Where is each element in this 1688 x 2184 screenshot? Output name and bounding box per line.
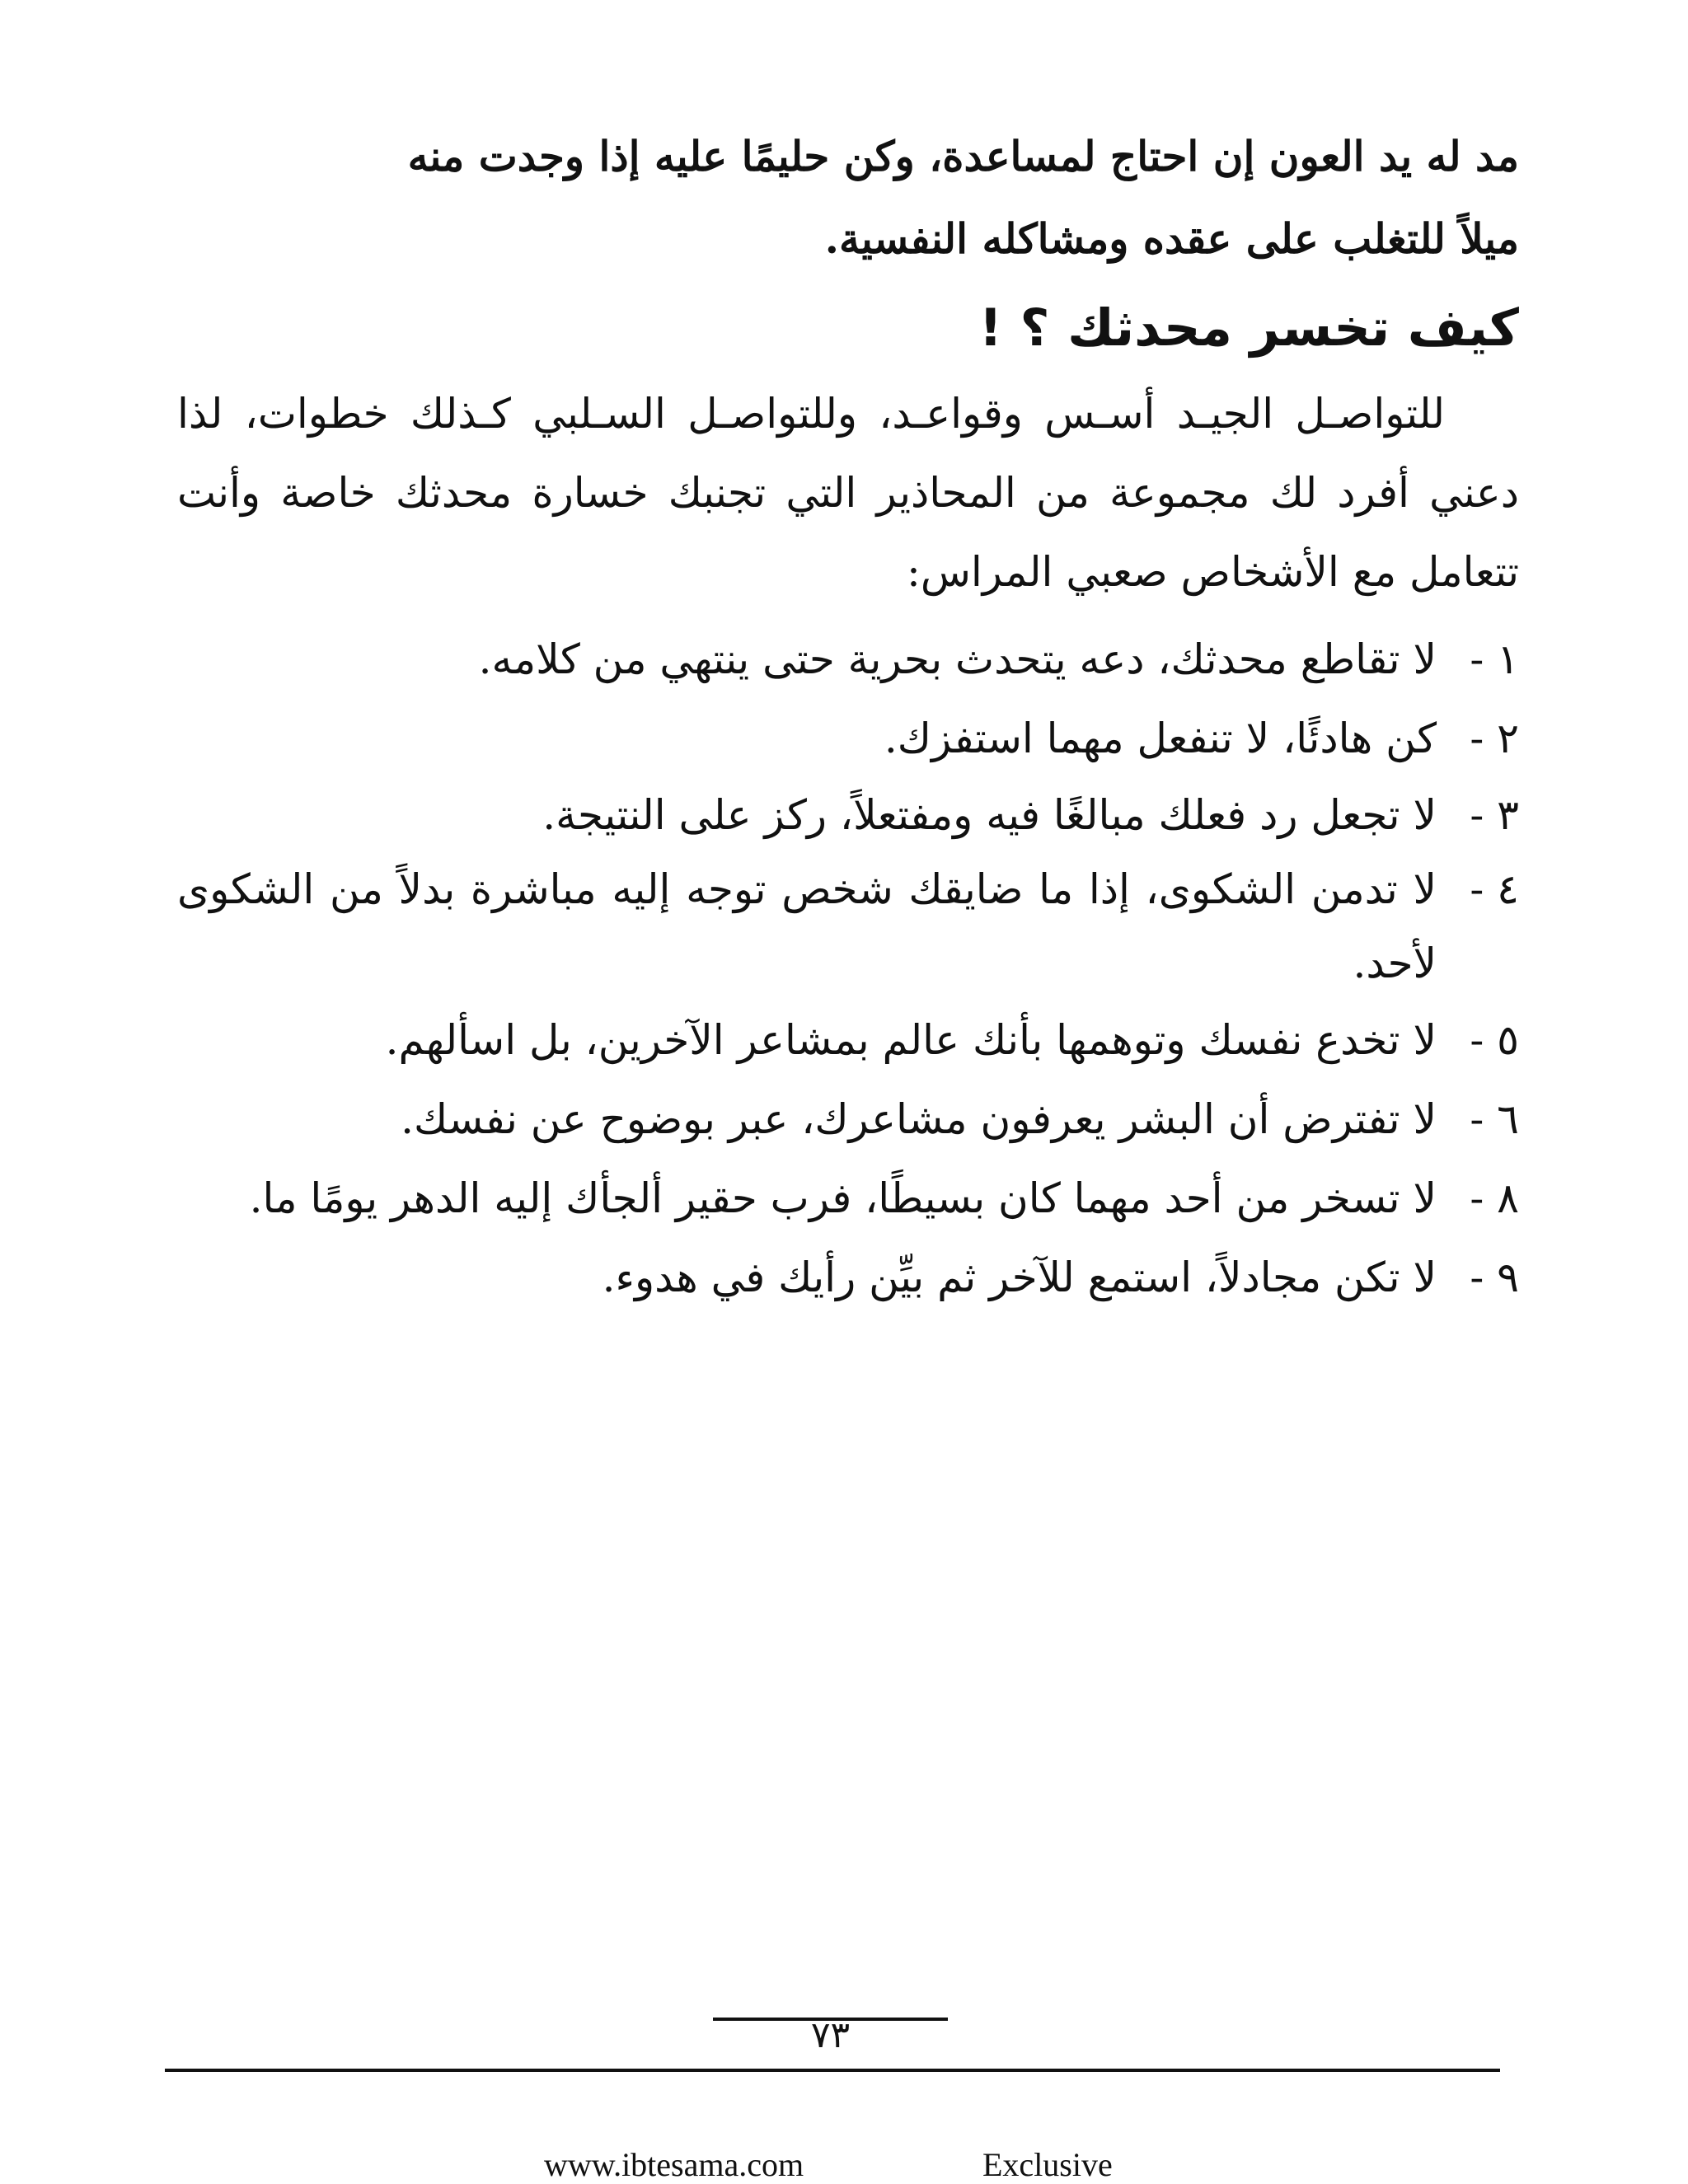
list-item-number: ٩ - (1470, 1254, 1519, 1301)
list-item (177, 778, 1519, 852)
page-body (177, 115, 1519, 1317)
intro-line-2: ميلاً للتغلب على عقده ومشاكله النفسية. (824, 214, 1519, 263)
list-item (177, 1080, 1519, 1159)
list-item-text: كن هادئًا، لا تنفعل مهما استفزك. (884, 715, 1437, 762)
list-item-number: ٢ - (1470, 715, 1519, 762)
intro-line-1: مد له يد العون إن احتاج لمساعدة، وكن حليمًا عليه إذا وجدت منه (407, 132, 1519, 180)
list-item-text: لا تجعل رد فعلك مبالغًا فيه ومفتعلاً، ركز على النتيجة. (542, 791, 1437, 839)
list-item-text: لا تكن مجادلاً، استمع للآخر ثم بيِّن رأيك في هدوء. (602, 1254, 1437, 1301)
list-item (177, 1001, 1519, 1080)
site-url: www.ibtesama.com (544, 2146, 804, 2183)
exclusive-label: Exclusive (982, 2146, 1113, 2183)
section-title: كيف تخسر محدثك ؟ ! (978, 298, 1519, 358)
list-item (177, 620, 1519, 699)
list-item-number: ٥ - (1470, 1016, 1519, 1064)
list-item-text: لا تدمن الشكوى، إذا ما ضايقك شخص توجه إليه مباشرة بدلاً من الشكوى لأحد. (177, 865, 1437, 987)
list-item-number: ٤ - (1470, 865, 1519, 913)
page-number: ٧٣ (810, 2014, 851, 2056)
list-item (177, 1238, 1519, 1317)
list-item-text: لا تخدع نفسك وتوهمها بأنك عالم بمشاعر الآخرين، بل اسألهم. (385, 1016, 1437, 1064)
list-item-text: لا تسخر من أحد مهما كان بسيطًا، فرب حقير ألجأك إليه الدهر يومًا ما. (249, 1174, 1437, 1222)
list-item (177, 1159, 1519, 1238)
list-item-text: لا تقاطع محدثك، دعه يتحدث بحرية حتى ينتهي من كلامه. (478, 635, 1437, 683)
advice-list (177, 620, 1519, 1317)
list-item-number: ٨ - (1470, 1174, 1519, 1222)
footer-divider (165, 2069, 1500, 2072)
list-item (177, 699, 1519, 778)
list-item-number: ٦ - (1470, 1095, 1519, 1143)
section-paragraph: للتواصـل الجيـد أسـس وقواعـد، وللتواصـل السـلبي كـذلك خطوات، لذا دعني أفرد لك مجموعة من المحاذير التي تجنبك خسارة محدثك خاصة وأنت تتعامل مع الأشخاص صعبي المراس: (177, 390, 1519, 596)
list-item-number: ١ - (1470, 635, 1519, 683)
list-item-text: لا تفترض أن البشر يعرفون مشاعرك، عبر بوضوح عن نفسك. (401, 1095, 1437, 1143)
list-item (177, 852, 1519, 1001)
list-item-number: ٣ - (1470, 791, 1519, 839)
